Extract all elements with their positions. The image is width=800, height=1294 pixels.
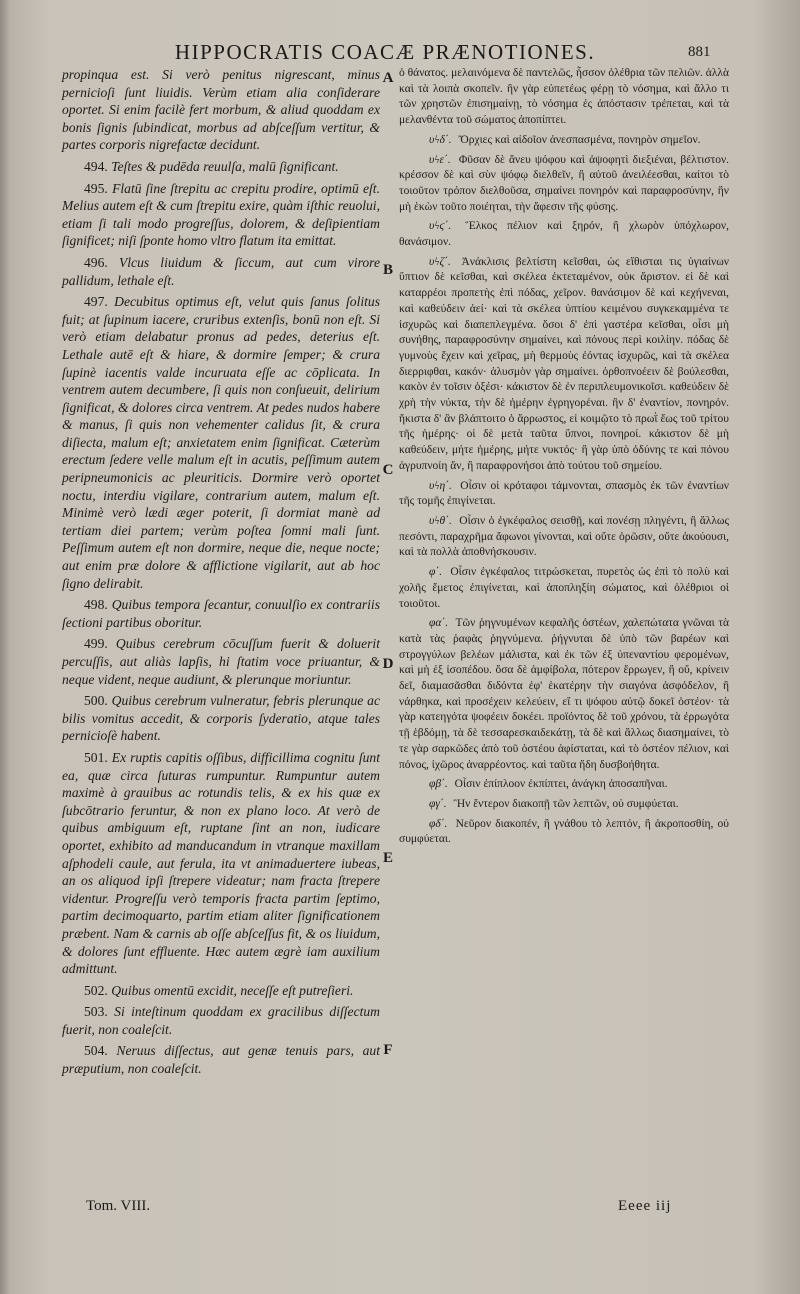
aphorism-text: Ἕλκος πέλιον καὶ ξηρόν, ἢ χλωρὸν ὑπόχλωρον, θανάσιμον.: [399, 220, 730, 249]
aphorism-text: Teſtes & pudēda reuulſa, malū ſignificant.: [111, 158, 339, 174]
margin-letter-a: A: [382, 70, 394, 86]
aphorism-text: Οἷσιν ὁ ἐγκέφαλος σεισθῇ, καὶ πονέσῃ πληγέντι, ἢ ἄλλως πεσόντι, παραχρῆμα ἄφωνοι γίνονται, καὶ οὔτε ὁρῶσιν, οὔτε ἀκούουσι, καὶ τὰ πολλὰ ἀποθνήσκουσιν.: [399, 514, 730, 559]
latin-paragraph: [62, 293, 380, 592]
aphorism-text: Quibus cerebrum vulneratur, febris plerunque ac bilis vomitus accedit, & corporis ſyderatio, atque tales pernicioſè habent.: [62, 693, 380, 744]
greek-paragraph: [399, 514, 729, 561]
latin-column: [62, 66, 380, 1082]
aphorism-text: Quibus omentū excidit, neceſſe eſt putreſieri.: [111, 982, 354, 998]
aphorism-text: Flatū ſine ſtrepitu ac crepitu prodire, optimū eſt. Melius autem eſt & cum ſtrepitu exire, quàm iſthic reuolui, etiam ſi tali modo progreſſus, dolorem, & deſipientiam ſignificet; niſi ſponte homo vltro flatum ita emittat.: [62, 180, 380, 249]
aphorism-text: Neruus diſſectus, aut genæ tenuis pars, aut præputium, non coaleſcit.: [62, 1043, 380, 1077]
latin-paragraph: [62, 749, 380, 978]
greek-paragraph: [399, 255, 729, 475]
aphorism-text: Οἷσιν ἐγκέφαλος τιτρώσκεται, πυρετὸς ὡς ἐπὶ τὸ πολὺ καὶ χολῆς ἔμετος ἐπιγίνεται, καὶ ἀποπληξίη σώματος, καὶ ὀλέθριοι οἱ τοιοῦτοι.: [399, 566, 729, 610]
aphorism-text: Vlcus liuidum & ſiccum, aut cum virore pallidum, lethale eſt.: [62, 254, 380, 288]
greek-paragraph: [399, 616, 729, 773]
aphorism-number: υϟη΄.: [429, 479, 452, 492]
aphorism-number: φγ΄.: [429, 797, 447, 810]
aphorism-number: 494.: [84, 158, 108, 174]
aphorism-text: Quibus cerebrum cōcuſſum fuerit & doluerit percuſſis, aut aliàs lapſis, hi ſtatim voce priuantur, & neque vident, neque audiunt, & plerunque moriuntur.: [62, 636, 380, 687]
latin-paragraph: [62, 158, 380, 176]
aphorism-text: Decubitus optimus eſt, velut quis ſanus ſolitus fuit; at ſupinum iacere, cruribus extenſis, bonū non eſt. Si verò etiam delabatur pronus ad pedes, deterius eſt. Lethale autē eſt & hiare, & dormire ſemper; & crura ſupinè iacentis valde incuruata eſſe ac cōplicata. In ventrem autem decumbere, ſi quis non conſueuit, delirium ſignificat, & dolores circa ventrem. At pedes nudos habere & manus, ſi quis non vehementer calidus ſit, & crura diſiecta, malum eſt; anxietatem enim ſignificat. Cæterùm erectum ſedere velle malum eſt in acutis, peſſimum autem peripneumonicis ac pleuriticis. Dormire verò oportet noctu, interdiu vigilare, contrarium autem, malum eſt. Minimè verò lædi æger poterit, ſi dormiat manè ad tertiam diei partem; verùm poſtea ſomni mali ſunt. Peſſimum autem eſt non dormire, neque die, neque nocte; aut enim præ dolore & afflictione vigilarit, aut ab hoc ſigno delirabit.: [62, 294, 380, 591]
greek-paragraph: [399, 777, 729, 793]
aphorism-text: Ὄρχιες καὶ αἰδοῖον ἀνεσπασμένα, πονηρὸν σημεῖον.: [458, 133, 701, 146]
volume-signature: Tom. VIII.: [86, 1198, 151, 1214]
latin-paragraph: [62, 982, 380, 1000]
aphorism-number: φβ΄.: [429, 778, 448, 791]
greek-paragraph: [399, 565, 729, 612]
aphorism-text: Quibus tempora ſecantur, conuulſio ex contrariis ſectioni partibus oboritur.: [62, 597, 380, 630]
aphorism-number: 501.: [84, 749, 108, 765]
aphorism-text: Ἀνάκλισις βελτίστη κεῖσθαι, ὡς εἴθισται τις ὑγιαίνων ὕπτιον δὲ κεῖσθαι, καὶ σκέλεα ἐκτεταμένον, οὐκ ἄριστον. εἰ δὲ καὶ καταρρέοι προπετὴς ἐπὶ πόδας, χεῖρον. θανάσιμον δὲ καὶ κεχήνεναι, καὶ καθεύδειν ἀεί· καὶ τὰ σκέλεα ὑπτίου κειμένου συγκεκαμμένα τε ἰσχυρῶς καὶ διαπεπλεγμένα. ὅσοι δ' ἐπὶ γαστέρα κεῖσθαι, οἷσι μὴ συνήθης, παραφροσύνην σημαίνει, καὶ πόνους περὶ κοιλίην. πόδας δὲ γυμνοὺς ἔχειν καὶ χεῖρας, μὴ θερμοὺς ἐόντας ἰσχυρῶς, καὶ τὰ σκέλεα διερριφθαι, κακόν· ἀλυσμὸν γὰρ σημαίνει. ὀρθοπνοέειν δὲ βούλεσθαι, κακὸν ἐν τοῖσιν ὀξέσι· κάκιστον δὲ ἐν περιπλευμονικοῖσι. καθεύδειν δὲ χρὴ τὴν νύκτα, τὴν δὲ ἡμέρην ἐγρηγορέναι. ἢν δ' ἐναντίον, πονηρόν. ἥκιστα δ' ἂν βλάπτοιτο ὁ ἄρρωστος, εἰ κοιμῷτο τὸ πρωῒ ἕως τοῦ τρίτου τῆς ἡμέρης· οἱ δὲ μετὰ ταῦτα ὕπνοι, πονηροί. κάκιστον δὲ μὴ καθεύδειν, μήτε ἡμέρης, μήτε νυκτός· ἢ γὰρ ὑπὸ ὀδύνης τε καὶ πόνου ἀγρυπνοίη ἄν, ἢ παραφρονήσοι ἀπὸ τούτου τοῦ σημείου.: [399, 255, 730, 472]
running-head: HIPPOCRATIS COACÆ PRÆNOTIONES.: [174, 40, 596, 64]
aphorism-text: Φῦσαν δὲ ἄνευ ψόφου καὶ ἀψοφητὶ διεξιέναι, βέλτιστον. κρέσσον δὲ καὶ σὺν ψόφῳ διελθεῖν, ἢ αὐτοῦ ἀνειλέεσθαι, καίτοι τὸ τοιοῦτον τρόπον διελθοῦσα, σημαίνει πονηρόν καὶ παραφροσύνην, ἢν μὴ ἑκὼν τοῦτο ποιέηται, τὴν ἄφεσιν τῆς φύσης.: [399, 153, 730, 213]
latin-paragraph: [62, 635, 380, 688]
aphorism-number: 497.: [84, 294, 108, 310]
aphorism-number: 499.: [84, 636, 108, 652]
latin-paragraph: [62, 692, 380, 745]
aphorism-text: Τῶν ῥηγνυμένων κεφαλῆς ὀστέων, χαλεπώτατα γνῶναι τὰ κατὰ τὰς ῥαφὰς ῥηγνύμενα. ῥήγνυται δὲ ὑπὸ τῶν βαρέων καὶ στρογγύλων βελέων μάλιστα, καὶ ἐκ τῶν ἐξ ὑπεναντίου φερομένων, καὶ μὴ ἐξ ἰσοπέδου. ὅσα δὲ ἀμφίβολα, πότερον ἔρρωγεν, ἢ οὔ, κρίνειν δεῖ, διαμασᾶσθαι διδόντα ἐφ' ἑκατέρην τὴν σιαγόνα ἀσφόδελον, ἢ νάρθηκα, καὶ προσέχειν κελεύειν, εἴ τι ψόφου αὐτῷ δοκεῖ ὀστέον· τὰ γὰρ κατεηγότα ψοφέειν δοκέει. προϊόντος δὲ τοῦ χρόνου, τὰ ἐρρωγότα τῇ ἑβδόμῃ, τὰ δὲ τεσσαρεσκαιδεκάτῃ, τὰ δὲ καὶ ἄλλως διασημαίνει, τὸ τε γὰρ σαρκῶδες ἀπὸ τοῦ ὀστέου ἀφίσταται, καὶ τὸ ὀστέον πέλιον, καὶ πόνος, ἰχῶρος ἀναρρέοντος. καὶ ταῦτα ἤδη δυσβοήθητα.: [399, 617, 729, 771]
greek-paragraph: [399, 479, 729, 510]
aphorism-number: 502.: [84, 982, 108, 998]
aphorism-text: Ἢν ἔντερον διακοπῇ τῶν λεπτῶν, οὐ συμφύεται.: [453, 797, 679, 810]
aphorism-number: 504.: [84, 1043, 108, 1059]
latin-paragraph: [62, 1042, 380, 1077]
greek-paragraph: [399, 133, 729, 149]
aphorism-number: υϟδ΄.: [429, 133, 452, 146]
aphorism-number: 495.: [84, 180, 108, 196]
aphorism-number: 503.: [84, 1004, 108, 1020]
page-number: 881: [688, 44, 711, 60]
aphorism-text: ὁ θάνατος. μελαινόμενα δὲ παντελῶς, ἧσσον ὀλέθρια τῶν πελιῶν. ἀλλὰ καὶ τὰ λοιπὰ σκοπεῖν. ἢν γὰρ εὐπετέως φέρῃ τὸ νόσημα, καὶ ἄλλο τι τῶν χρηστῶν ἐπισημαίνῃ, τὸ νόσημα ἐς ἀπόστασιν τρέπεται, καὶ τὰ μελανθέντα τοῦ σώματος ἀποπίπτει.: [399, 67, 729, 127]
aphorism-text: Οἷσιν οἱ κρόταφοι τάμνονται, σπασμὸς ἐκ τῶν ἐναντίων τῆς τομῆς ἐπιγίνεται.: [399, 479, 729, 508]
latin-paragraph: [62, 1003, 380, 1038]
page-spine-shadow: [0, 0, 10, 1294]
aphorism-number: υϟζ΄.: [429, 255, 451, 268]
margin-letter-e: E: [382, 850, 393, 866]
aphorism-text: Si inteſtinum quoddam ex gracilibus diſſectum fuerit, non coaleſcit.: [62, 1004, 380, 1037]
greek-paragraph: [399, 797, 729, 813]
margin-letter-b: B: [382, 262, 393, 278]
aphorism-number: φα΄.: [429, 617, 449, 630]
greek-paragraph: [399, 219, 729, 250]
aphorism-number: 498.: [84, 597, 108, 613]
latin-paragraph: [62, 596, 380, 631]
greek-column: [399, 66, 729, 852]
aphorism-number: υϟε΄.: [429, 153, 451, 166]
greek-paragraph: [399, 66, 729, 129]
catchword: Eeee iij: [618, 1198, 672, 1214]
aphorism-number: υϟϛ΄.: [429, 220, 452, 233]
margin-letter-f: F: [383, 1042, 393, 1058]
greek-paragraph: [399, 153, 729, 216]
latin-paragraph: [62, 180, 380, 250]
aphorism-number: υϟθ΄.: [429, 514, 452, 527]
margin-letter-d: D: [382, 656, 394, 672]
aphorism-number: φ΄.: [429, 566, 443, 579]
margin-letter-c: C: [382, 462, 394, 478]
greek-paragraph: [399, 817, 729, 848]
latin-paragraph: [62, 66, 380, 154]
aphorism-text: Ex ruptis capitis oſſibus, difficillima cognitu ſunt ea, quæ circa ſuturas rumpuntur. Rumpuntur autem maximè à grauibus ac rotundis telis, & ex his quæ ex ſubcōtrario feruntur, & non ex plano loco. At verò de quibus ambiguum eſt, ruptane ſint an non, iudicare oportet, exhibito ad manducandum in vtranque maxillam aſphodeli caule, aut ferula, ita vt animaduertere iubeas, an os aliquod ipſi ſtrepere videatur; nam fracta ſtrepere videntur. Progreſſu verò temporis fracta partim ſeptimo, partim decimoquarto, partim etiam aliter ſignificationem præbent. Nam & carnis ab oſſe abſceſſus fit, & os liuidum, & dolores ſunt effluente. Hæc autem ægrè iam auxilium admittunt.: [62, 749, 380, 977]
aphorism-number: φδ΄.: [429, 817, 448, 830]
latin-paragraph: [62, 254, 380, 289]
aphorism-text: propinqua est. Si verò penitus nigrescant, minus pernicioſi ſunt liuidis. Verùm etiam alia conſiderare oportet. Si enim facilè fert morbum, & aliud quoddam ex bonis ſignis ſubindicat, morbus ad abſceſſum vertitur, & partes corporis nigrefactæ decidunt.: [62, 67, 380, 153]
aphorism-text: Νεῦρον διακοπέν, ἢ γνάθου τὸ λεπτόν, ἢ ἀκροποσθίη, οὐ συμφύεται.: [399, 817, 730, 846]
aphorism-number: 496.: [84, 254, 108, 270]
aphorism-number: 500.: [84, 693, 108, 709]
aphorism-text: Οἷσιν ἐπίπλοον ἐκπίπτει, ἀνάγκη ἀποσαπῆναι.: [454, 778, 668, 791]
